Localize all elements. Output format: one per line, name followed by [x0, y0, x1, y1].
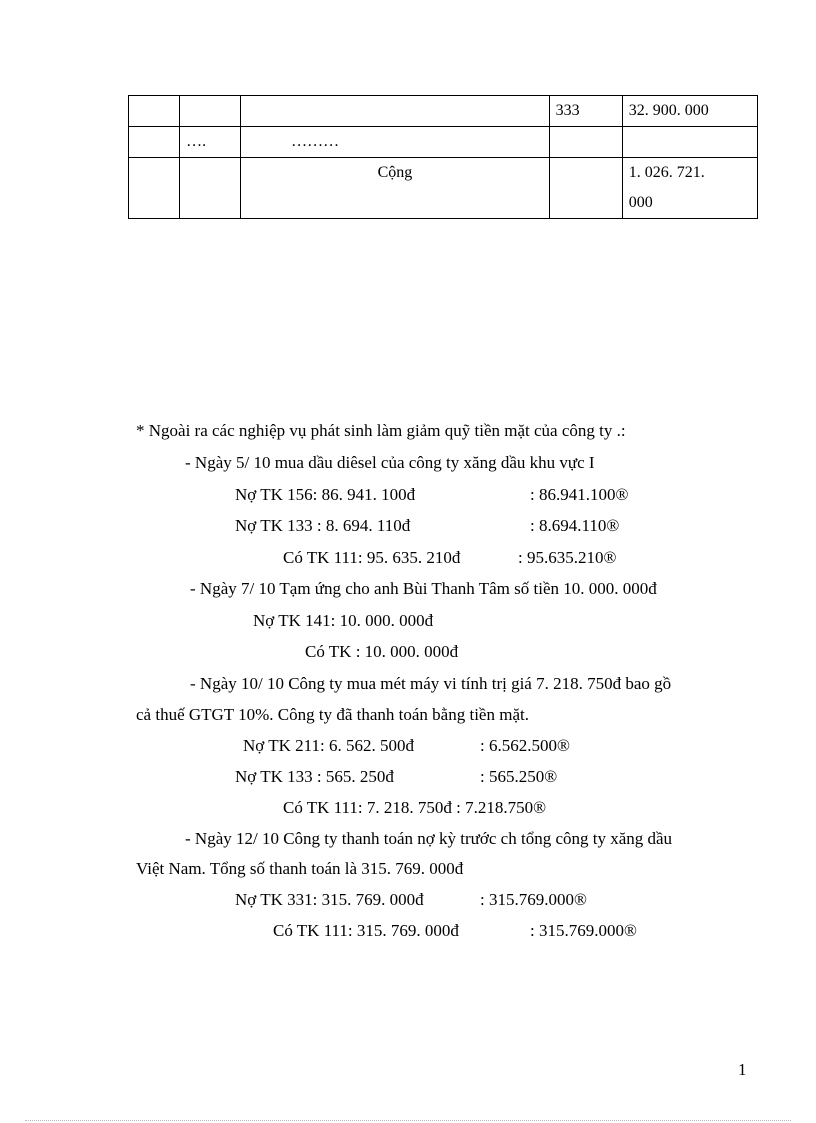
- table-row: [129, 158, 758, 219]
- entry-amount: : 6.562.500®: [480, 736, 570, 755]
- amount-cell: [622, 127, 757, 158]
- account-cell: [549, 127, 622, 158]
- entry-line: Nợ TK 331: 315. 769. 000đ: [235, 890, 424, 909]
- entry-line: Có TK 111: 95. 635. 210đ: [283, 548, 461, 567]
- table-row: [129, 96, 758, 127]
- entry-line: Có TK 111: 315. 769. 000đ: [273, 921, 459, 940]
- cell: ………: [241, 127, 549, 158]
- entry-amount: : 315.769.000®: [530, 921, 637, 940]
- entry-line: Nợ TK 141: 10. 000. 000đ: [253, 611, 434, 630]
- entry-line: Nợ TK 133 : 565. 250đ: [235, 767, 394, 786]
- total-amount-line1: 1. 026. 721.: [628, 164, 705, 181]
- total-label: Cộng: [241, 158, 549, 219]
- transaction-3-desc-cont: cả thuế GTGT 10%. Công ty đã thanh toán bằng tiền mặt.: [136, 705, 529, 724]
- intro-text: * Ngoài ra các nghiệp vụ phát sinh làm giảm quỹ tiền mặt của công ty .:: [136, 421, 626, 440]
- entry-line: Có TK 111: 7. 218. 750đ : 7.218.750®: [283, 798, 547, 817]
- transaction-2-desc: - Ngày 7/ 10 Tạm ứng cho anh Bùi Thanh Tâm số tiền 10. 000. 000đ: [190, 579, 657, 598]
- entry-amount: : 565.250®: [480, 767, 558, 786]
- account-cell: [549, 158, 622, 219]
- transaction-1-desc: - Ngày 5/ 10 mua dầu diêsel của công ty xăng dầu khu vực I: [185, 453, 595, 472]
- transaction-4-desc-cont: Việt Nam. Tổng số thanh toán là 315. 769. 000đ: [136, 859, 464, 878]
- footer-divider: [25, 1120, 791, 1121]
- cell: [180, 96, 241, 127]
- entry-amount: : 315.769.000®: [480, 890, 587, 909]
- entry-line: Có TK : 10. 000. 000đ: [305, 642, 459, 661]
- cell: [129, 158, 180, 219]
- cell: [241, 96, 549, 127]
- page-number: 1: [738, 1060, 747, 1079]
- total-amount: [622, 158, 757, 219]
- entry-line: Nợ TK 211: 6. 562. 500đ: [243, 736, 414, 755]
- entry-line: Nợ TK 156: 86. 941. 100đ: [235, 485, 416, 504]
- cell: [129, 96, 180, 127]
- entry-amount: : 95.635.210®: [518, 548, 617, 567]
- entry-line: Nợ TK 133 : 8. 694. 110đ: [235, 516, 411, 535]
- entry-amount: : 86.941.100®: [530, 485, 629, 504]
- entry-amount: : 8.694.110®: [530, 516, 620, 535]
- amount-cell: 32. 900. 000: [622, 96, 757, 127]
- table-row: [129, 127, 758, 158]
- transaction-4-desc: - Ngày 12/ 10 Công ty thanh toán nợ kỳ trước ch tổng công ty xăng dầu: [185, 829, 673, 848]
- ledger-table: [128, 95, 758, 219]
- cell: [129, 127, 180, 158]
- transaction-3-desc: - Ngày 10/ 10 Công ty mua mét máy vi tính trị giá 7. 218. 750đ bao gồ: [190, 674, 672, 693]
- total-amount-line2: 000: [628, 194, 653, 211]
- cell: ….: [180, 127, 241, 158]
- cell: [180, 158, 241, 219]
- account-cell: 333: [549, 96, 622, 127]
